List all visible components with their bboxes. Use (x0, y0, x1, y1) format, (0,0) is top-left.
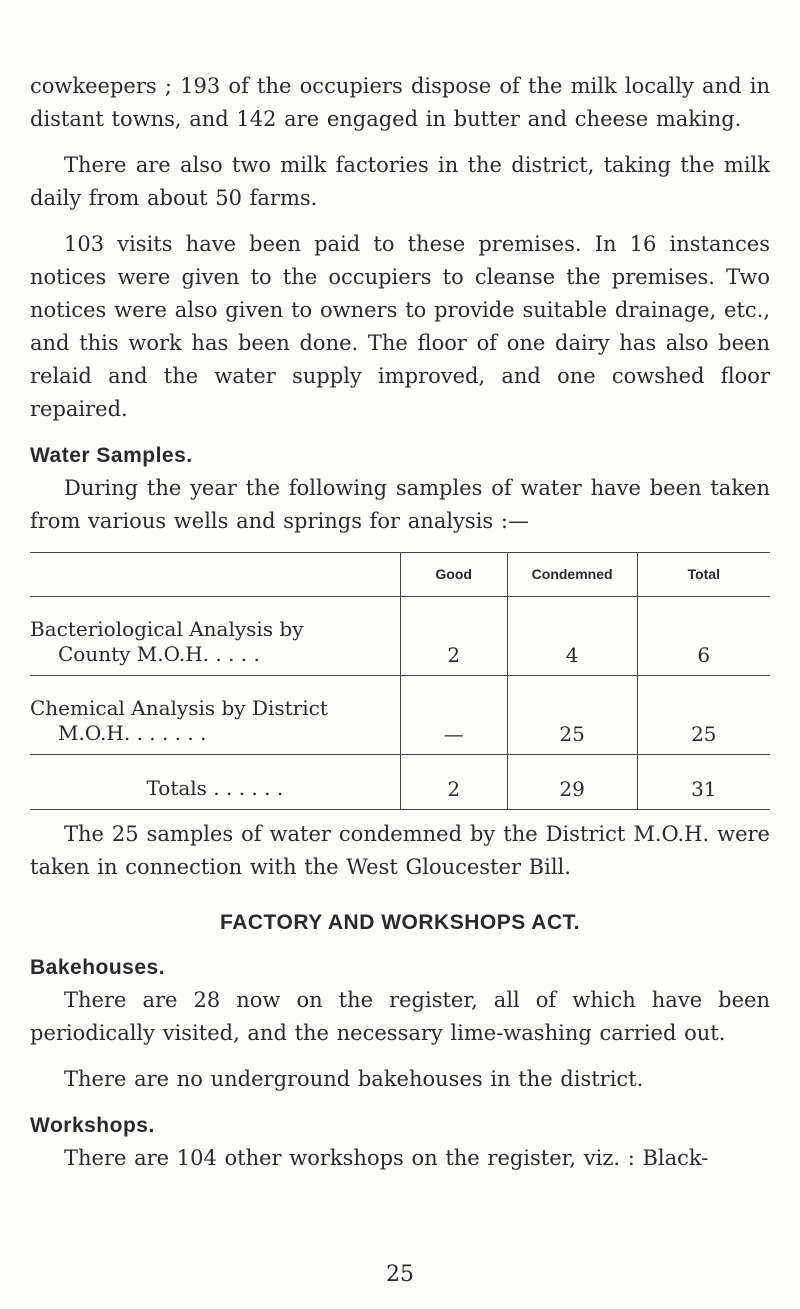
paragraph-water-intro: During the year the following samples of water have been taken from various wells and springs for analysis :— (30, 476, 770, 533)
paragraph-visits: 103 visits have been paid to these premises. In 16 instances notices were given to the occupiers to cleanse the premises. Two notices were also given to owners to provide suitable drainage, etc., and this work has been done. The floor of one dairy has also been relaid and the water supply improved, and one cowshed floor repaired. (30, 232, 770, 421)
table-row (30, 676, 770, 755)
cell-grand-total: 31 (637, 755, 770, 810)
row-label-line1: Chemical Analysis by District (30, 696, 328, 720)
cell-good: — (400, 676, 507, 755)
table-row-totals (30, 755, 770, 810)
heading-workshops: Workshops. (30, 1114, 155, 1137)
page-content (30, 70, 770, 1175)
cell-total: 25 (637, 676, 770, 755)
row-label (30, 597, 400, 676)
cell-condemned: 25 (507, 676, 637, 755)
table-row (30, 597, 770, 676)
table-header-blank (30, 553, 400, 597)
table-header-good: Good (400, 553, 507, 597)
paragraph-bakehouses-underground: There are no underground bakehouses in the district. (64, 1067, 644, 1091)
water-samples-table (30, 552, 770, 810)
table-header-total: Total (637, 553, 770, 597)
paragraph-milk-factories: There are also two milk factories in the district, taking the milk daily from about 50 farms. (30, 153, 770, 210)
row-label-line2: County M.O.H. . . . . (58, 642, 260, 666)
page-number: 25 (386, 1262, 414, 1287)
cell-total: 6 (637, 597, 770, 676)
row-label-line1: Bacteriological Analysis by (30, 617, 304, 641)
row-label-line2: M.O.H. . . . . . . (58, 721, 207, 745)
paragraph-workshops: There are 104 other workshops on the register, viz. : Black- (64, 1146, 709, 1170)
cell-good: 2 (400, 597, 507, 676)
heading-factory-act: FACTORY AND WORKSHOPS ACT. (220, 911, 580, 934)
cell-good-total: 2 (400, 755, 507, 810)
totals-label: Totals . . . . . . (30, 755, 400, 810)
cell-condemned-total: 29 (507, 755, 637, 810)
table-header-row (30, 553, 770, 597)
heading-bakehouses: Bakehouses. (30, 956, 166, 979)
cell-condemned: 4 (507, 597, 637, 676)
paragraph-bakehouses-register: There are 28 now on the register, all of which have been periodically visited, and the necessary lime-washing carried out. (30, 988, 770, 1045)
table-header-condemned: Condemned (507, 553, 637, 597)
heading-water-samples: Water Samples. (30, 444, 193, 467)
paragraph-cowkeepers: cowkeepers ; 193 of the occupiers dispose of the milk locally and in distant towns, and 142 are engaged in butter and cheese making. (30, 74, 770, 131)
paragraph-water-note: The 25 samples of water condemned by the District M.O.H. were taken in connection with the West Gloucester Bill. (30, 822, 770, 879)
row-label (30, 676, 400, 755)
